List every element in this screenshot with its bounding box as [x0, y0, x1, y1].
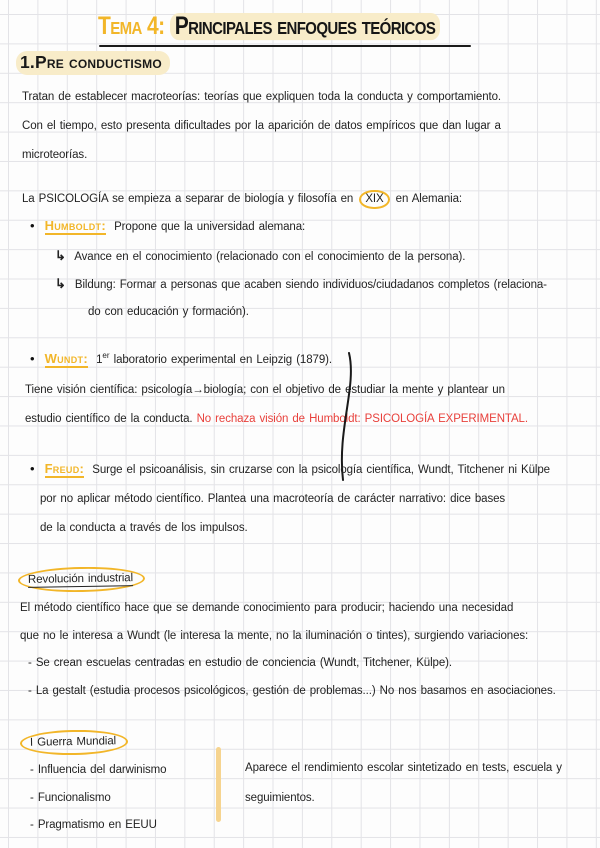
humboldt-point-2-line-1 — [55, 276, 547, 292]
separation-text-pre: La PSICOLOGÍA se empieza a separar de biología y filosofía en — [22, 193, 354, 205]
freud-line-1-text: Surge el psicoanálisis, sin cruzarse con la psicología científica, Wundt, Titchener ni Külpe — [92, 464, 550, 476]
revolucion-line-1: El método científico hace que se demande conocimiento para producir; haciendo una necesidad — [20, 602, 514, 614]
guerra-heading-ellipse — [20, 729, 128, 756]
humboldt-point-1-text: Avance en el conocimiento (relacionado con el conocimiento de la persona). — [74, 251, 466, 263]
humboldt-intro-text: Propone que la universidad alemana: — [114, 221, 306, 233]
wundt-ordinal: 1 — [96, 354, 103, 366]
revolucion-line-2: que no le interesa a Wundt (le interesa la mente, no la iluminación o tintes), surgiendo variaciones: — [20, 630, 529, 642]
freud-line-2: por no aplicar método científico. Plantea una macroteoría de carácter narrativo: dice bases — [40, 493, 506, 505]
intro-line-1: Tratan de establecer macroteorías: teorías que expliquen toda la conducta y comportamiento. — [22, 91, 501, 103]
arrow-branch-icon: ↳ — [55, 248, 66, 263]
freud-heading-line — [30, 461, 550, 477]
revolucion-heading — [18, 567, 145, 592]
bullet-dot: • — [30, 218, 35, 233]
humboldt-label: Humboldt: — [44, 218, 106, 233]
intro-line-2: Con el tiempo, esto presenta dificultades por la aparición de datos empíricos que dan lugar a — [22, 120, 501, 132]
wundt-line-3-black: estudio científico de la conducta. — [25, 413, 193, 425]
guerra-item-2: - Funcionalismo — [30, 792, 111, 804]
page-title-text: Principales enfoques teóricos — [170, 13, 441, 40]
wundt-ordinal-sup: er — [102, 351, 110, 361]
revolucion-item-1: - Se crean escuelas centradas en estudio de conciencia (Wundt, Titchener, Külpe). — [28, 657, 452, 669]
revolucion-item-2: - La gestalt (estudia procesos psicológicos, gestión de problemas...) No nos basamos en asociaciones. — [28, 685, 556, 697]
revolucion-heading-ellipse — [18, 566, 145, 594]
arrow-branch-icon: ↳ — [55, 276, 66, 291]
guerra-item-1: - Influencia del darwinismo — [30, 764, 167, 776]
separation-line — [22, 190, 462, 209]
guerra-note-line-2: seguimientos. — [245, 792, 315, 804]
section-heading: 1.Pre conductismo — [16, 51, 170, 75]
guerra-item-3: - Pragmatismo en EEUU — [30, 819, 157, 831]
guerra-heading — [20, 730, 128, 755]
humboldt-point-1 — [55, 248, 465, 264]
revolucion-heading-text: Revolución industrial — [27, 572, 134, 586]
humboldt-point-2-text: Bildung: Formar a personas que acaben siendo individuos/ciudadanos completos (relaciona- — [74, 279, 547, 291]
intro-line-3: microteorías. — [22, 149, 88, 161]
separation-text-post: en Alemania: — [395, 193, 462, 205]
wundt-label: Wundt: — [44, 351, 88, 366]
wundt-line-3 — [25, 412, 528, 426]
guerra-heading-text: I Guerra Mundial — [29, 735, 117, 749]
guerra-note-line-1: Aparece el rendimiento escolar sintetizado en tests, escuela y — [245, 762, 562, 774]
wundt-line-3-red-note: No rechaza visión de Humboldt: PSICOLOGÍA EXPERIMENTAL. — [196, 413, 528, 425]
wundt-heading-line — [30, 351, 332, 367]
page-title-number: Tema 4: — [98, 13, 165, 41]
wundt-line-1-text: laboratorio experimental en Leipzig (1879). — [113, 354, 332, 366]
humboldt-heading-line — [30, 218, 305, 234]
column-divider — [216, 747, 221, 822]
century-circled: XIX — [359, 190, 389, 209]
bullet-dot: • — [30, 351, 35, 366]
freud-line-3: de la conducta a través de los impulsos. — [40, 522, 248, 534]
humboldt-point-2-line-2: do con educación y formación). — [88, 306, 249, 318]
freud-label: Freud: — [44, 461, 85, 476]
wundt-line-2: Tiene visión científica: psicología→biología; con el objetivo de estudiar la mente y plantear un — [25, 384, 505, 396]
title-underline — [99, 45, 471, 47]
bullet-dot: • — [30, 461, 35, 476]
page-title — [98, 13, 440, 41]
